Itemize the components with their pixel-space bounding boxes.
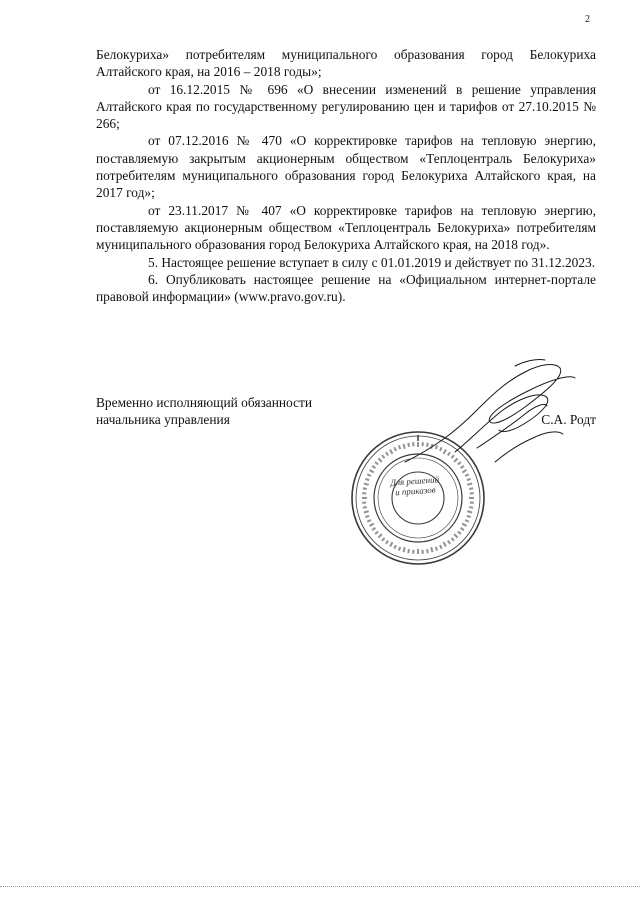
seal-ring-glyph <box>426 549 429 553</box>
seal-ring-glyph <box>365 515 369 518</box>
seal-ring-glyph <box>381 454 385 458</box>
seal-ring-glyph <box>367 519 371 523</box>
paragraph-decision-407: от 23.11.2017 № 407 «О корректировке тарифов на тепловую энергию, поставляемую акционерным обществом «Теплоцентраль Белокуриха» потребителям муниципального образования город Белокуриха Алтайского края, на 2018 год». <box>96 202 596 253</box>
seal-ring-glyph <box>460 527 464 531</box>
seal-ring-glyph <box>365 478 369 481</box>
seal-ring-glyph <box>430 547 433 552</box>
seal-ring-glyph <box>367 473 371 477</box>
signer-name: С.А. Родт <box>541 412 596 427</box>
seal-ring-glyph <box>467 483 472 486</box>
seal-ring-glyph <box>435 547 438 551</box>
paragraph-publish: 6. Опубликовать настоящее решение на «Официальном интернет-портале правовой информации» (www.pravo.gov.ru). <box>96 271 596 305</box>
document-body <box>96 46 596 305</box>
seal-ring-glyph <box>362 492 366 494</box>
seal-ring-glyph <box>467 510 472 513</box>
seal-ring-glyph <box>469 487 473 490</box>
signer-title-line-1: Временно исполняющий обязанности <box>96 395 313 410</box>
signer-title-line-2: начальника управления <box>96 412 230 427</box>
paragraph-decision-470: от 07.12.2016 № 470 «О корректировке тарифов на тепловую энергию, поставляемую закрытым акционерным обществом «Теплоцентраль Белокуриха» потребителям муниципального образования город Белокуриха Алтайского края, на 2017 год»; <box>96 133 596 201</box>
seal-ring-glyph <box>398 547 401 551</box>
seal-ring-glyph <box>465 473 469 477</box>
seal-ring-glyph <box>457 531 461 535</box>
seal-ring-glyph <box>470 502 474 504</box>
seal-ring-glyph <box>362 497 367 499</box>
seal-ring-glyph <box>381 537 385 541</box>
seal-ring-glyph <box>372 465 376 469</box>
seal-ring-glyph <box>374 531 378 535</box>
seal-ring-glyph <box>453 533 458 538</box>
seal-ring-glyph <box>469 506 473 509</box>
seal-ring-glyph <box>467 478 471 481</box>
seal-ring-glyph <box>362 502 366 504</box>
seal-ring-glyph <box>364 510 369 513</box>
seal-ring-glyph <box>462 523 467 527</box>
paragraph-effective-date: 5. Настоящее решение вступает в силу с 01.01.2019 и действует по 31.12.2023. <box>148 254 596 270</box>
seal-center-line-1: Для решений <box>389 474 440 488</box>
paragraph-continuation: Белокуриха» потребителям муниципального образования город Белокуриха Алтайского края, на 2016 – 2018 годы»; <box>96 47 596 80</box>
seal-ring-glyph <box>378 533 383 538</box>
seal-ring-glyph <box>378 458 383 463</box>
seal-ring-glyph <box>369 469 374 473</box>
seal-ring-glyph <box>439 545 443 549</box>
seal-ring-glyph <box>412 550 414 554</box>
seal-ring-glyph <box>393 545 397 549</box>
seal-ring-glyph <box>389 542 393 547</box>
seal-ring-glyph <box>374 461 378 465</box>
seal-ring-glyph <box>451 537 455 541</box>
seal-ring-glyph <box>385 540 389 544</box>
seal-ring-glyph <box>363 506 367 509</box>
seal-ring-glyph <box>470 492 474 494</box>
seal-ring-glyph <box>403 547 406 552</box>
seal-ring-glyph <box>372 527 376 531</box>
handwritten-signature-icon <box>395 352 585 472</box>
seal-ring-glyph <box>363 487 367 490</box>
page-number: 2 <box>585 14 590 25</box>
seal-ring-glyph <box>389 449 393 454</box>
seal-ring-glyph <box>385 452 389 456</box>
seal-ring-glyph <box>443 542 447 547</box>
scan-bottom-edge <box>0 886 640 887</box>
seal-center-line-2: и приказов <box>394 484 436 498</box>
paragraph-decision-696: от 16.12.2015 № 696 «О внесении изменений в решение управления Алтайского края по государственному регулированию цен и тарифов от 27.10.2015 № 266; <box>96 81 596 132</box>
seal-ring-glyph <box>469 497 474 499</box>
seal-ring-glyph <box>465 519 469 523</box>
seal-ring-glyph <box>417 549 419 554</box>
seal-ring-glyph <box>407 549 410 553</box>
seal-ring-glyph <box>447 540 451 544</box>
seal-ring-glyph <box>467 515 471 518</box>
seal-ring-glyph <box>364 483 369 486</box>
seal-ring-glyph <box>369 523 374 527</box>
seal-ring-glyph <box>422 550 424 554</box>
